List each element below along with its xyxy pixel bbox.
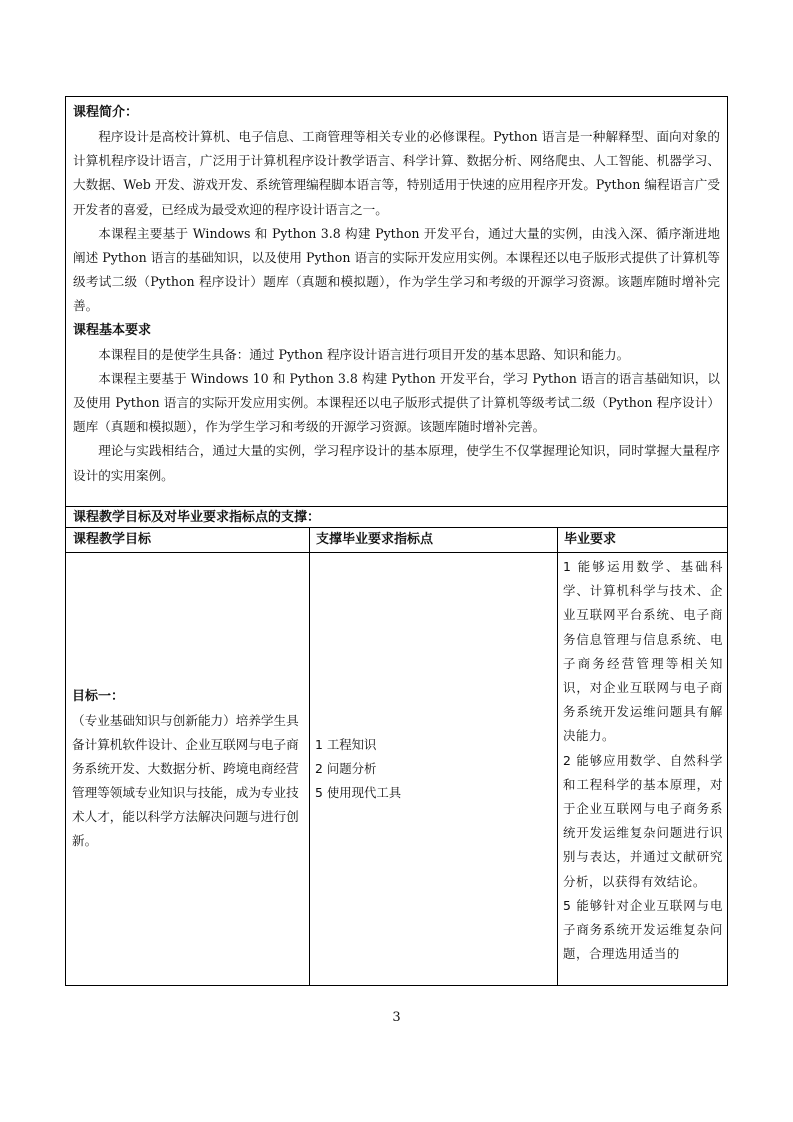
section-title: 课程教学目标及对毕业要求指标点的支撑： — [66, 507, 727, 528]
indicators-cell — [309, 553, 557, 985]
requirement-item: 2 能够应用数学、自然科学和工程科学的基本原理，对于企业互联网与电子商务系统开发运维复杂问题进行识别与表达，并通过文献研究分析，以获得有效结论。 — [563, 752, 723, 889]
goal-description: （专业基础知识与创新能力）培养学生具备计算机软件设计、企业互联网与电子商务系统开发、大数据分析、跨境电商经营管理等领域专业知识与技能，成为专业技术人才，能以科学方法解决问题与进行创新。 — [72, 713, 299, 848]
header-indicators: 支撑毕业要求指标点 — [316, 532, 434, 547]
table-header-row — [66, 528, 727, 553]
intro-paragraph-2: 本课程主要基于 Windows 和 Python 3.8 构建 Python 开发平台，通过大量的实例，由浅入深、循序渐进地阐述 Python 语言的基础知识，以及使用 Python 语言的实际开发应用实例。本课程还以电子版形式提供了计算机等级考试二级（Python 程序设计）题库（真题和模拟题），作为学生学习和考级的开源学习资源。该题库随时增补完善。 — [73, 225, 720, 314]
course-intro-cell — [66, 97, 727, 507]
indicator-item: 1 工程知识 — [315, 737, 377, 752]
course-table — [65, 96, 728, 986]
requirement-item: 5 能够针对企业互联网与电子商务系统开发运维复杂问题，合理选用适当的 — [563, 897, 723, 962]
goal-cell — [66, 553, 309, 985]
requirements-paragraph-3: 理论与实践相结合，通过大量的实例，学习程序设计的基本原理，使学生不仅掌握理论知识，同时掌握大量程序设计的实用案例。 — [73, 443, 720, 483]
goal-title: 目标一： — [72, 689, 125, 704]
header-teaching-goal: 课程教学目标 — [73, 532, 152, 547]
requirement-item: 1 能够运用数学、基础科学、计算机科学与技术、企业互联网平台系统、电子商务信息管理与信息系统、电子商务经营管理等相关知识，对企业互联网与电子商务系统开发运维问题具有解决能力。 — [563, 559, 723, 744]
requirements-paragraph-2: 本课程主要基于 Windows 10 和 Python 3.8 构建 Python 开发平台，学习 Python 语言的语言基础知识，以及使用 Python 语言的实际开发应用实例。本课程还以电子版形式提供了计算机等级考试二级（Python 程序设计）题库（真题和模拟题），作为学生学习和考级的开源学习资源。该题库随时增补完善。 — [73, 370, 720, 435]
table-row — [66, 553, 727, 985]
intro-heading: 课程简介： — [73, 105, 139, 120]
page-number: 3 — [392, 1010, 401, 1025]
header-graduation-requirements: 毕业要求 — [564, 532, 617, 547]
indicator-item: 5 使用现代工具 — [315, 785, 402, 800]
requirements-heading: 课程基本要求 — [73, 322, 152, 338]
requirements-paragraph-1: 本课程目的是使学生具备：通过 Python 程序设计语言进行项目开发的基本思路、知识和能力。 — [98, 346, 630, 362]
intro-paragraph-1: 程序设计是高校计算机、电子信息、工商管理等相关专业的必修课程。Python 语言是一种解释型、面向对象的计算机程序设计语言，广泛用于计算机程序设计教学语言、科学计算、数据分析、网络爬虫、人工智能、机器学习、大数据、Web 开发、游戏开发、系统管理编程脚本语言等，特别适用于快速的应用程序开发。Python 编程语言广受开发者的喜爱，已经成为最受欢迎的程序设计语言之一。 — [73, 129, 720, 217]
requirements-cell — [557, 553, 727, 985]
indicator-item: 2 问题分析 — [315, 761, 377, 776]
